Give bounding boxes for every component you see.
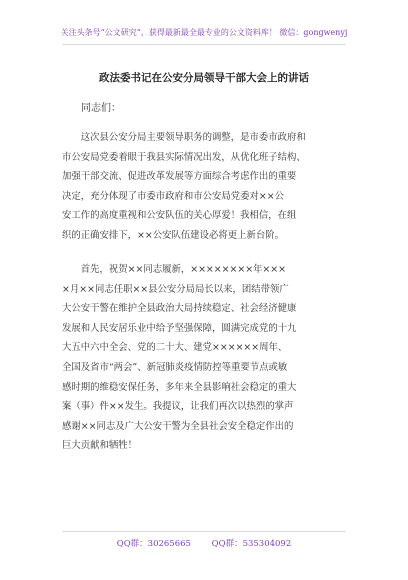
qq-group-1: QQ群：30265665 bbox=[116, 539, 191, 549]
document-title: 政法委书记在公安分局领导干部大会上的讲话 bbox=[99, 72, 309, 84]
footer-contact bbox=[0, 537, 408, 549]
paragraph-line: 安工作的高度重视和公安队伍的关心厚爱！我相信，在组 bbox=[62, 210, 297, 222]
paragraph-line: 这次县公安分局主要领导职务的调整，是市委市政府和 bbox=[62, 132, 306, 143]
paragraph-line: 首先，祝贺××同志履新，××××××××年××× bbox=[62, 264, 286, 275]
paragraph-line: 全国及省市“两会”、新冠肺炎疫情防控等重要节点或敏 bbox=[62, 361, 288, 373]
paragraph-line: 市公安局党委着眼于我县实际情况出发，从优化班子结构、 bbox=[62, 151, 306, 163]
paragraph-line: 大五中六中全会、党的二十大、建党××××××周年、 bbox=[62, 342, 288, 354]
paragraph-line: 发展和人民安居乐业中给予坚强保障，圆满完成党的十九 bbox=[62, 322, 297, 334]
paragraph-line: 感时期的维稳安保任务，多年来全县影响社会稳定的重大 bbox=[62, 381, 297, 393]
paragraph-line: 感谢××同志及广大公安干警为全县社会安全稳定作出的 bbox=[62, 420, 294, 432]
header-divider bbox=[62, 44, 346, 45]
paragraph-1 bbox=[62, 128, 346, 246]
paragraph-line: 大公安干警在维护全县政治大局持续稳定、社会经济健康 bbox=[62, 303, 297, 315]
paragraph-line: 案（事）件××发生。我提议，让我们再次以热烈的掌声 bbox=[62, 401, 294, 413]
footer-divider bbox=[62, 531, 346, 532]
paragraph-line: 织的正确安排下，××公安队伍建设必将更上新台阶。 bbox=[62, 229, 284, 241]
paragraph-line: 巨大贡献和牺牲！ bbox=[62, 440, 138, 452]
qq-group-2: QQ群：535304092 bbox=[211, 539, 292, 549]
paragraph-line: 决定，充分体现了市委市政府和市公安局党委对××公 bbox=[62, 190, 284, 202]
header-banner: 关注头条号“公文研究”，获得最新最全最专业的公文资料库！ 微信：gongwenyj bbox=[60, 28, 348, 37]
paragraph-line: 加强干部交流、促进改革发展等方面综合考虑作出的重要 bbox=[62, 171, 297, 183]
paragraph-2 bbox=[62, 260, 346, 456]
paragraph-line: ×月××同志任职××县公安分局局长以来，团结带领广 bbox=[62, 283, 289, 295]
salutation: 同志们： bbox=[81, 103, 121, 114]
